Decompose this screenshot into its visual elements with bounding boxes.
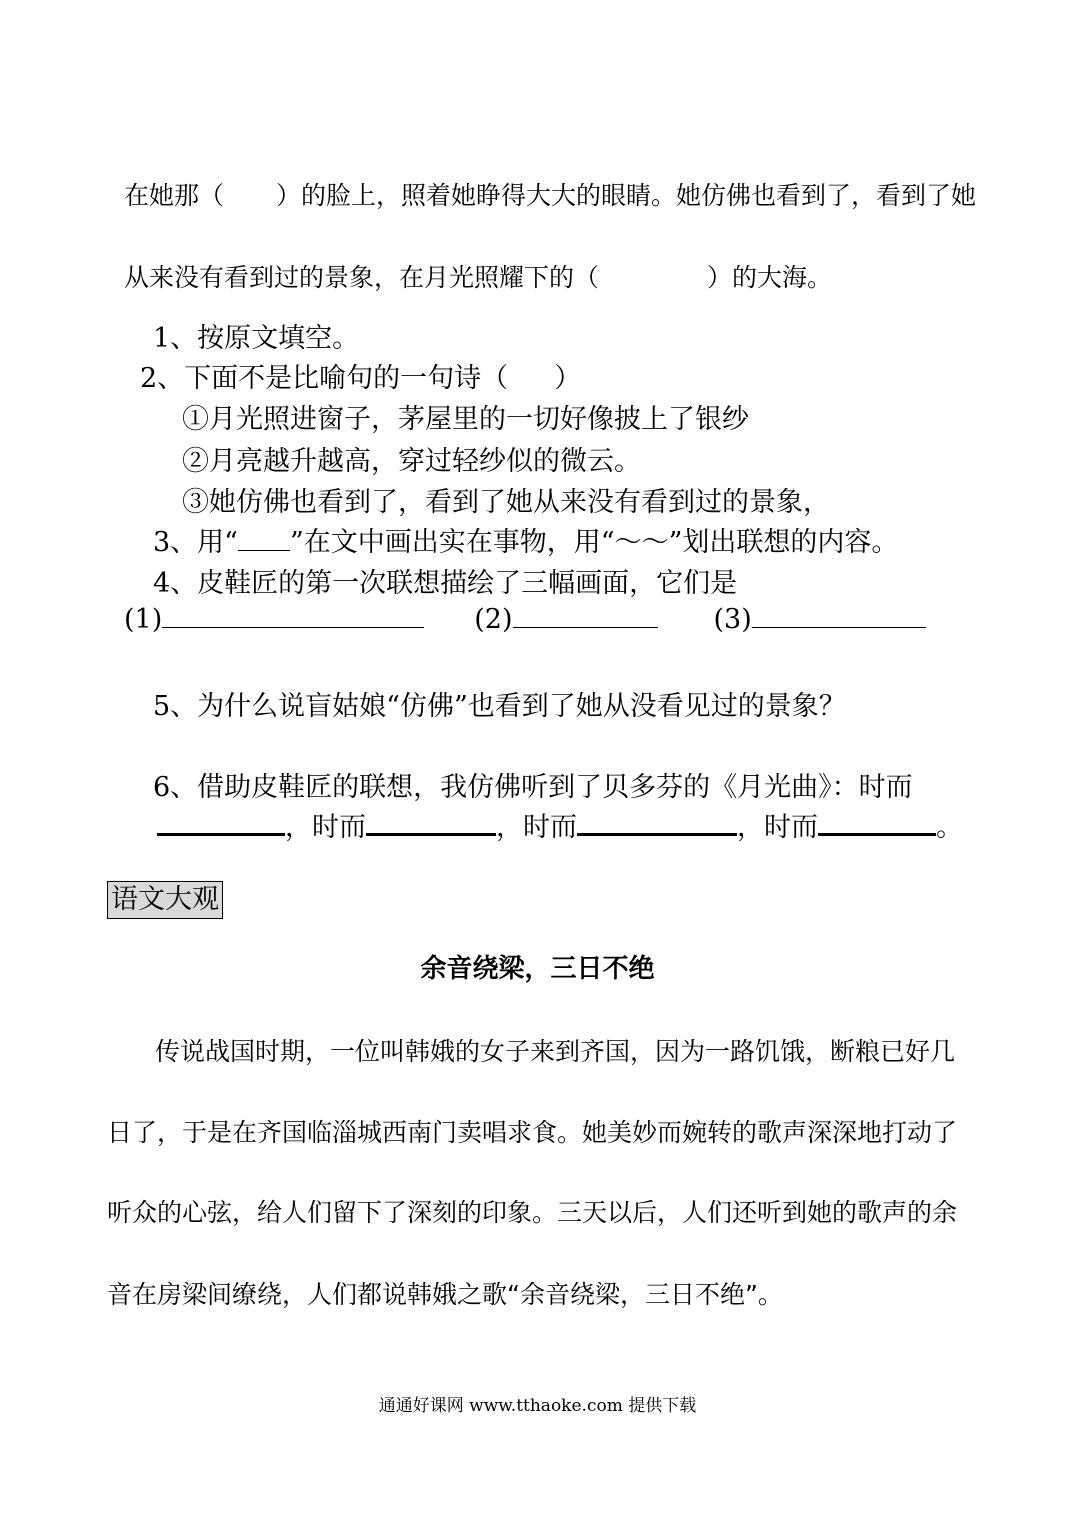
passage-text: ）的大海。 (707, 263, 833, 292)
question-4-blanks (124, 604, 926, 635)
question-2-close: ） (554, 363, 582, 394)
paragraph-line-2: 日了，于是在齐国临淄城西南门卖唱求食。她美妙而婉转的歌声深深地打动了 (107, 1118, 958, 1147)
answer-line-3 (752, 626, 926, 628)
paragraph-line-1: 传说战国时期，一位叫韩娥的女子来到齐国，因为一路饥饿，断粮已好几 (155, 1037, 956, 1066)
passage-line-2 (124, 258, 832, 294)
end-punctuation: 。 (936, 812, 963, 843)
section-tag: 语文大观 (107, 881, 223, 919)
question-1: 1、按原文填空。 (153, 323, 360, 354)
answer-line (157, 833, 285, 836)
answer-line (366, 833, 496, 836)
question-3 (153, 520, 898, 559)
answer-line-1 (162, 626, 424, 628)
section-title: 余音绕梁，三日不绝 (420, 954, 655, 984)
blank-label-2: (2) (474, 604, 513, 635)
paragraph-line-3: 听众的心弦，给人们留下了深刻的印象。三天以后，人们还听到她的歌声的余 (107, 1198, 958, 1227)
passage-line-1 (124, 176, 976, 212)
passage-text: ）的脸上，照着她睁得大大的眼睛。她仿佛也看到了，看到了她 (276, 181, 977, 210)
footer-text: 通通好课网 www.tthaoke.com 提供下载 (378, 1396, 697, 1416)
separator-text: ，时而 (496, 812, 577, 843)
underline-sample (238, 549, 290, 551)
question-3-text: ”在文中画出实在事物，用“～～”划出联想的内容。 (289, 527, 899, 558)
separator-text: ，时而 (285, 812, 366, 843)
option-1: ①月光照进窗子，茅屋里的一切好像披上了银纱 (182, 404, 749, 435)
blank-label-1: (1) (124, 604, 163, 635)
option-3: ③她仿佛也看到了，看到了她从来没有看到过的景象， (182, 487, 830, 518)
question-6-blanks (157, 805, 963, 844)
question-2-text: 2、下面不是比喻句的一句诗（ (140, 363, 509, 394)
separator-text: ，时而 (737, 812, 818, 843)
question-5: 5、为什么说盲姑娘“仿佛”也看到了她从没看见过的景象？ (153, 691, 846, 722)
question-3-text: 3、用“ (153, 527, 238, 558)
answer-line (818, 833, 936, 836)
option-2: ②月亮越升越高，穿过轻纱似的微云。 (182, 446, 641, 477)
answer-line-2 (513, 626, 658, 628)
question-6: 6、借助皮鞋匠的联想，我仿佛听到了贝多芬的《月光曲》：时而 (153, 772, 913, 803)
passage-text: 在她那（ (124, 181, 225, 210)
answer-line (577, 833, 737, 836)
question-2 (140, 356, 581, 395)
question-4: 4、皮鞋匠的第一次联想描绘了三幅画面，它们是 (153, 568, 738, 599)
passage-text: 从来没有看到过的景象，在月光照耀下的（ (124, 263, 600, 292)
blank-label-3: (3) (713, 604, 752, 635)
paragraph-line-4: 音在房梁间缭绕，人们都说韩娥之歌“余音绕梁，三日不绝”。 (107, 1280, 783, 1309)
